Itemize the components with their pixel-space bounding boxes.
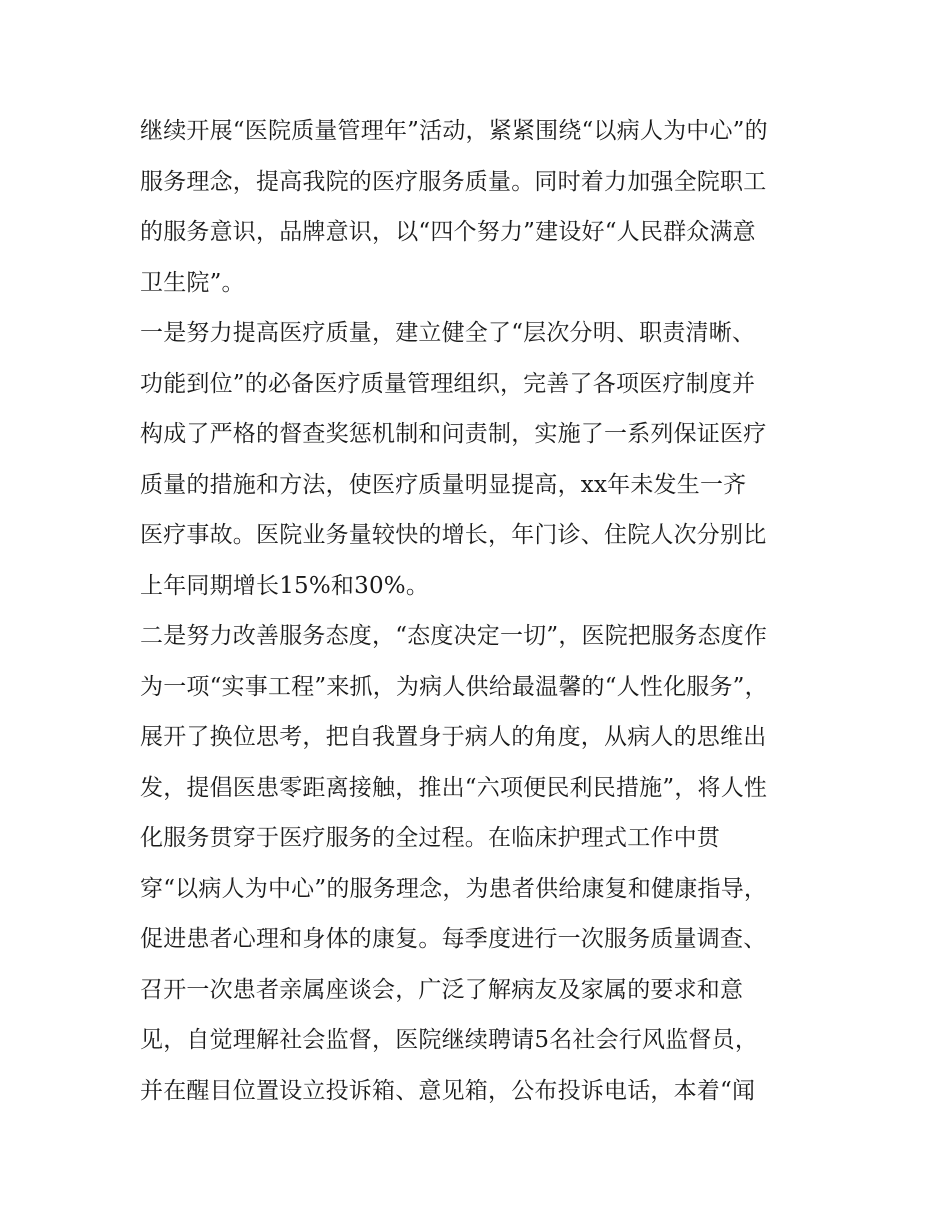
text-line: 卫生院”。 (140, 269, 245, 296)
text-line: 为一项“实事工程”来抓，为病人供给最温馨的“人性化服务”， (140, 673, 768, 700)
text-line: 功能到位”的必备医疗质量管理组织，完善了各项医疗制度并 (140, 370, 756, 397)
text-line: 见，自觉理解社会监督，医院继续聘请5名社会行风监督员， (140, 1027, 759, 1053)
text-line: 促进患者心理和身体的康复。每季度进行一次服务质量调查、 (140, 926, 767, 952)
text-line: 质量的措施和方法，使医疗质量明显提高，xx年未发生一齐 (140, 471, 747, 498)
document-body (140, 106, 820, 1116)
text-line: 服务理念，提高我院的医疗服务质量。同时着力加强全院职工 (140, 168, 767, 195)
text-line: 构成了严格的督查奖惩机制和问责制，实施了一系列保证医疗 (140, 421, 767, 447)
text-line: 二是努力改善服务态度，“态度决定一切”，医院把服务态度作 (140, 623, 768, 649)
text-line: 上年同期增长15%和30%。 (140, 572, 430, 599)
text-line: 继续开展“医院质量管理年”活动，紧紧围绕“以病人为中心”的 (140, 118, 768, 144)
text-line: 的服务意识，品牌意识，以“四个努力”建设好“人民群众满意 (140, 219, 756, 245)
text-line: 召开一次患者亲属座谈会，广泛了解病友及家属的要求和意 (140, 976, 744, 1003)
text-line: 一是努力提高医疗质量，建立健全了“层次分明、职责清晰、 (140, 320, 756, 346)
text-line: 并在醒目位置设立投诉箱、意见箱，公布投诉电话，本着“闻 (140, 1077, 756, 1104)
text-line: 发，提倡医患零距离接触，推出“六项便民利民措施”，将人性 (140, 774, 768, 801)
text-line: 展开了换位思考，把自我置身于病人的角度，从病人的思维出 (140, 724, 767, 750)
text-line: 穿“以病人为中心”的服务理念，为患者供给康复和健康指导， (140, 875, 768, 902)
text-line: 医疗事故。医院业务量较快的增长，年门诊、住院人次分别比 (140, 522, 767, 548)
text-line: 化服务贯穿于医疗服务的全过程。在临床护理式工作中贯 (140, 825, 720, 851)
